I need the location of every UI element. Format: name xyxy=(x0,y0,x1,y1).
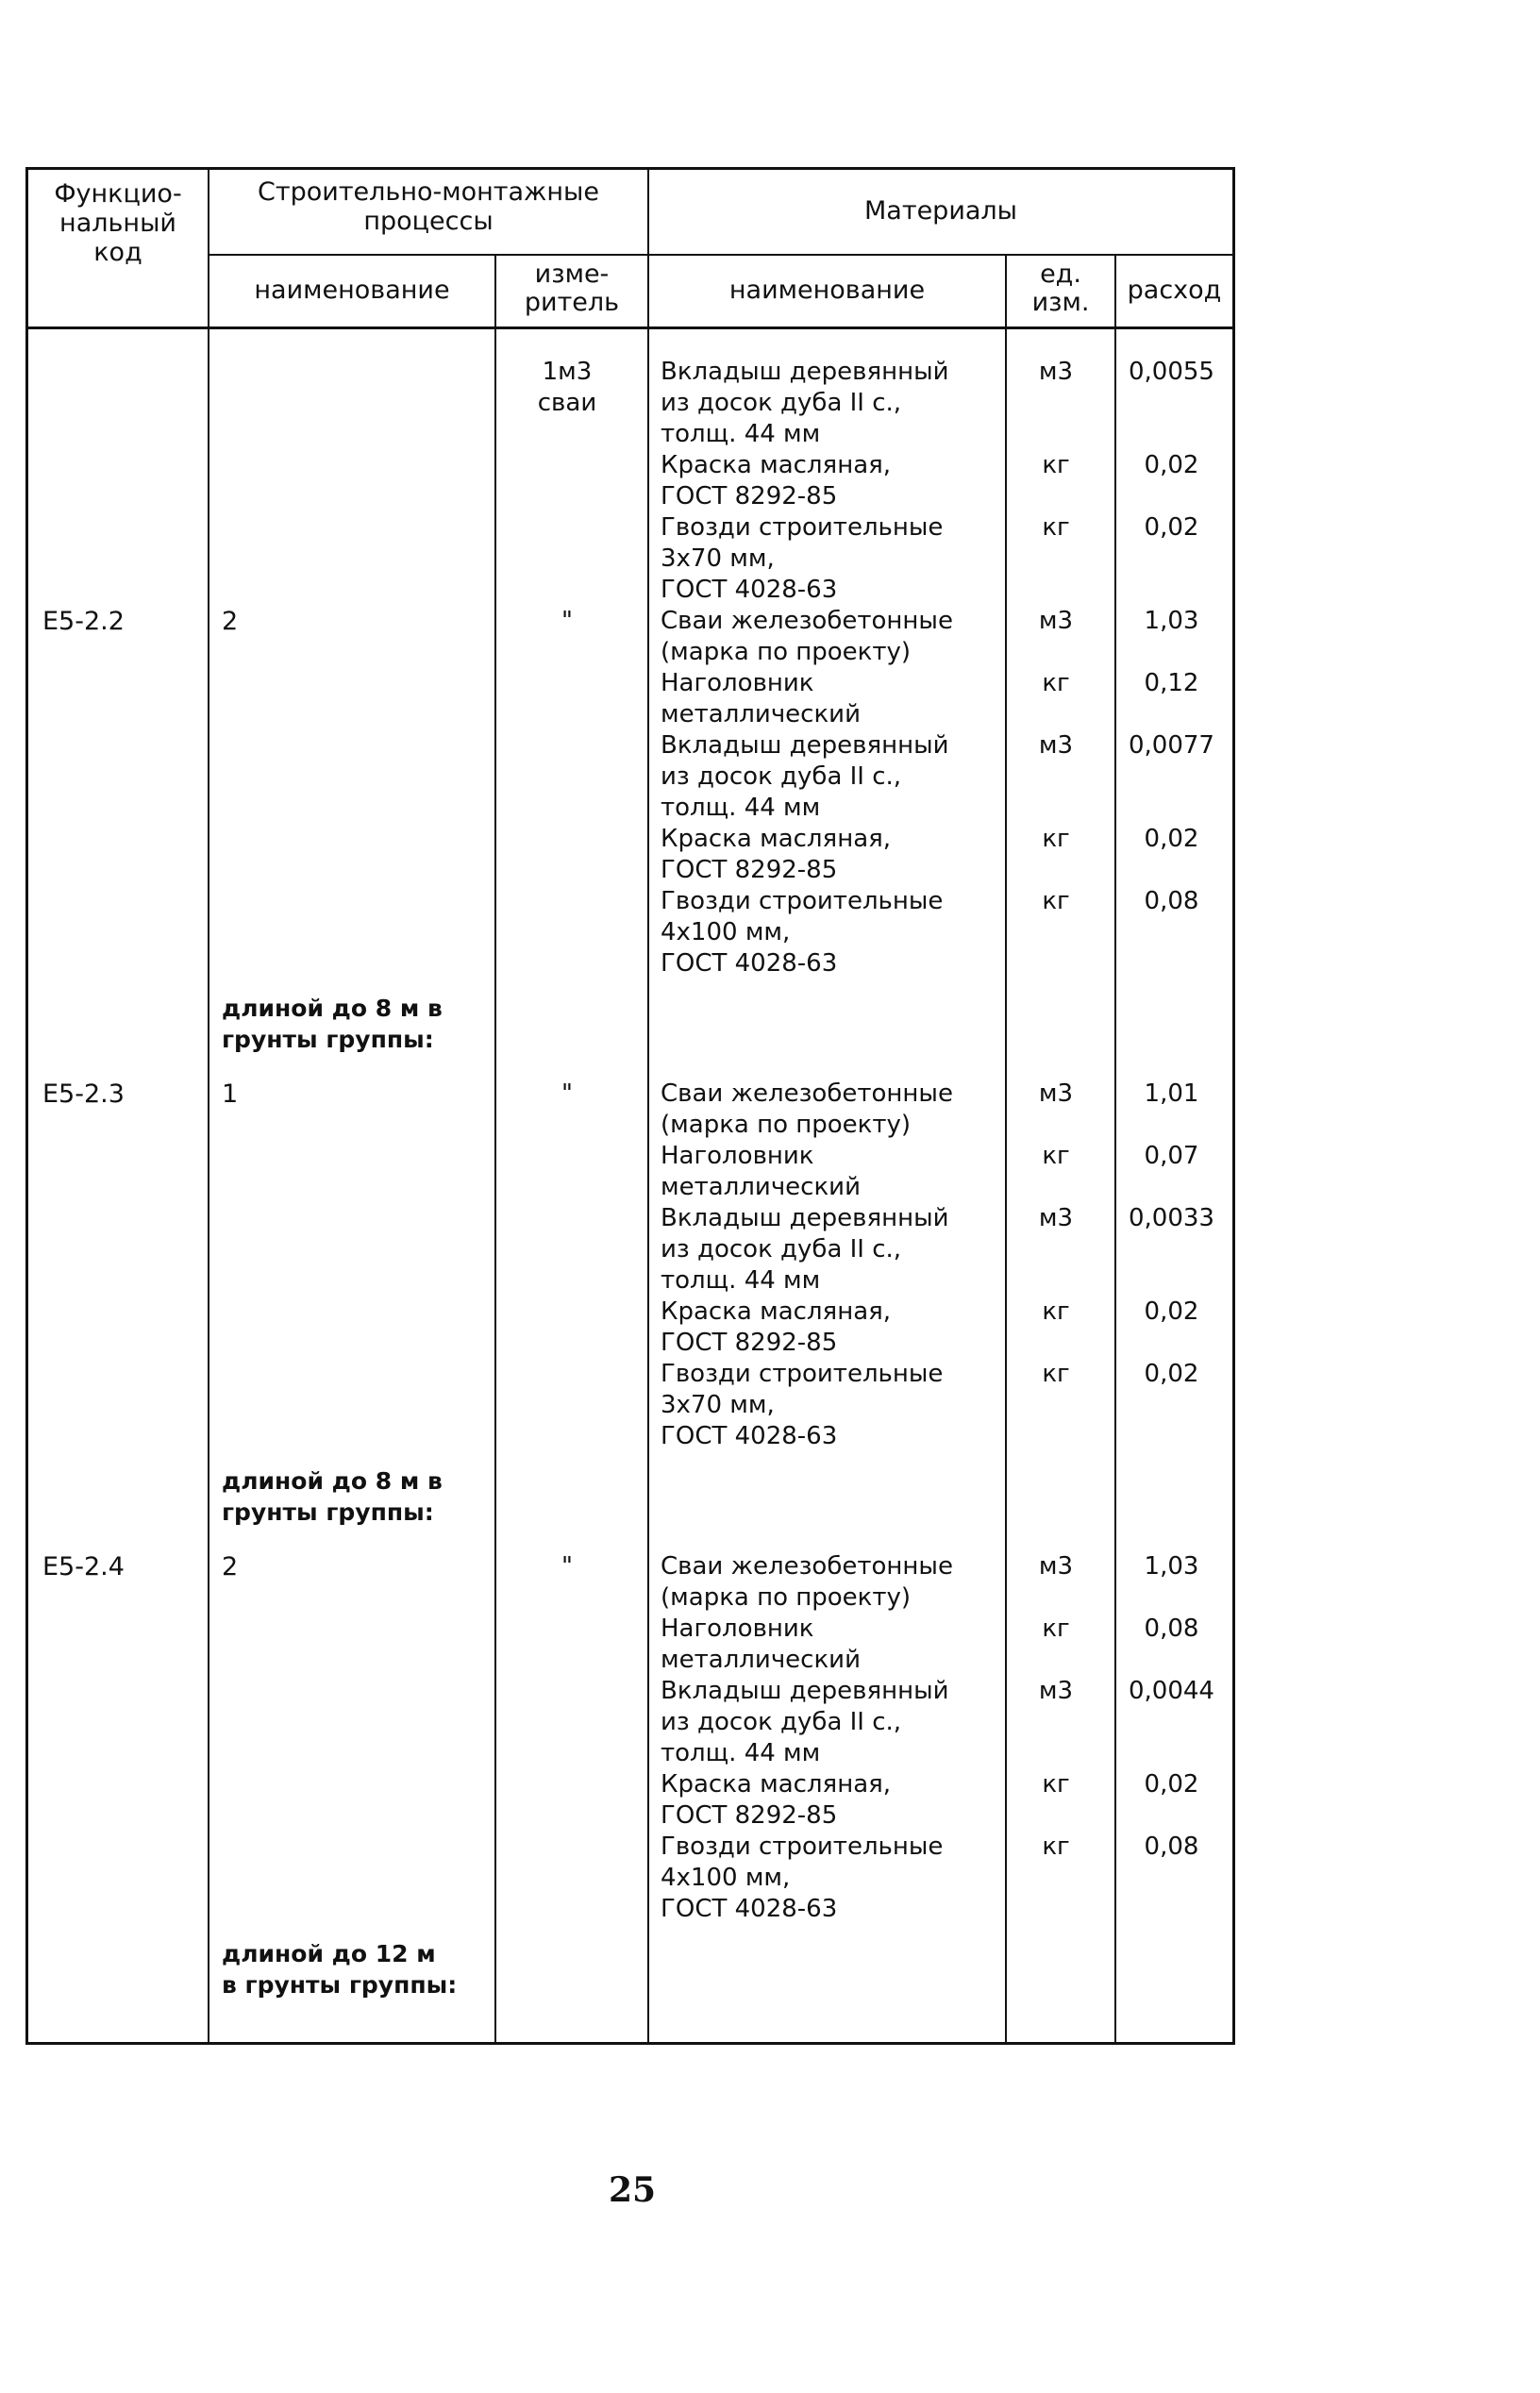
material-name: Сваи железобетонные (марка по проекту) xyxy=(661,1079,953,1139)
material-amount: 0,0033 xyxy=(1129,1204,1214,1232)
header-processes: Строительно-монтажные процессы xyxy=(258,177,599,236)
page-number: 25 xyxy=(608,2170,657,2210)
material-name: Вкладыш деревянный из досок дуба II с., толщ. 44 мм xyxy=(661,731,949,822)
material-unit: кг xyxy=(1042,513,1070,542)
material-amount: 0,02 xyxy=(1144,825,1199,853)
material-amount: 0,08 xyxy=(1144,1615,1199,1643)
header-material-name: наименование xyxy=(728,276,926,305)
material-amount: 0,08 xyxy=(1144,887,1199,915)
material-unit: м3 xyxy=(1038,607,1074,635)
material-amount: 0,02 xyxy=(1144,1297,1199,1326)
material-name: Гвозди строительные 3х70 мм, ГОСТ 4028-63 xyxy=(661,513,944,604)
material-name: Наголовник металлический xyxy=(661,669,861,728)
material-unit: кг xyxy=(1042,669,1070,697)
material-unit: кг xyxy=(1042,451,1070,479)
material-unit: м3 xyxy=(1038,358,1074,386)
material-amount: 1,03 xyxy=(1144,607,1199,635)
material-amount: 0,02 xyxy=(1144,1770,1199,1799)
meter: " xyxy=(561,1079,573,1108)
material-unit: кг xyxy=(1042,1770,1070,1799)
group-subheading: длиной до 8 м в грунты группы: xyxy=(222,995,443,1053)
material-amount: 0,0055 xyxy=(1129,358,1214,386)
material-unit: кг xyxy=(1042,1142,1070,1170)
material-amount: 0,02 xyxy=(1144,1360,1199,1388)
header-materials: Материалы xyxy=(864,196,1017,226)
process-name: 2 xyxy=(222,607,239,636)
material-name: Сваи железобетонные (марка по проекту) xyxy=(661,607,953,666)
material-name: Гвозди строительные 4х100 мм, ГОСТ 4028-63 xyxy=(661,1832,944,1923)
material-name: Гвозди строительные 3х70 мм, ГОСТ 4028-63 xyxy=(661,1360,944,1450)
col-divider xyxy=(208,170,209,2042)
group-subheading: длиной до 12 м в грунты группы: xyxy=(222,1940,458,1999)
header-code: Функцио- нальный код xyxy=(54,179,182,267)
meter: " xyxy=(561,607,573,635)
col-divider xyxy=(647,170,649,2042)
material-unit: кг xyxy=(1042,825,1070,853)
material-unit: м3 xyxy=(1038,1204,1074,1232)
header-bottom xyxy=(28,326,1232,329)
material-amount: 0,07 xyxy=(1144,1142,1199,1170)
group-subheading: длиной до 8 м в грунты группы: xyxy=(222,1467,443,1526)
header-process-name: наименование xyxy=(254,276,450,305)
material-name: Наголовник металлический xyxy=(661,1615,861,1674)
header-unit: ед. изм. xyxy=(1031,259,1090,317)
material-name: Гвозди строительные 4х100 мм, ГОСТ 4028-63 xyxy=(661,887,944,978)
material-unit: кг xyxy=(1042,1615,1070,1643)
material-name: Вкладыш деревянный из досок дуба II с., толщ. 44 мм xyxy=(661,1204,949,1295)
meter: 1м3 сваи xyxy=(537,358,597,417)
material-unit: кг xyxy=(1042,1360,1070,1388)
material-unit: кг xyxy=(1042,1832,1070,1861)
header-divider xyxy=(208,254,1232,256)
material-amount: 0,0044 xyxy=(1129,1677,1214,1705)
material-amount: 0,02 xyxy=(1144,513,1199,542)
row-code: Е5-2.2 xyxy=(42,607,125,636)
material-unit: кг xyxy=(1042,887,1070,915)
material-amount: 1,03 xyxy=(1144,1552,1199,1581)
material-amount: 0,02 xyxy=(1144,451,1199,479)
header-meter: изме- ритель xyxy=(524,259,620,317)
material-amount: 1,01 xyxy=(1144,1079,1199,1108)
material-name: Краска масляная, ГОСТ 8292-85 xyxy=(661,451,892,510)
material-name: Краска масляная, ГОСТ 8292-85 xyxy=(661,825,892,884)
material-name: Вкладыш деревянный из досок дуба II с., толщ. 44 мм xyxy=(661,358,949,448)
col-divider xyxy=(494,255,496,2042)
material-unit: м3 xyxy=(1038,731,1074,760)
material-amount: 0,0077 xyxy=(1129,731,1214,760)
header-consumption: расход xyxy=(1127,276,1222,305)
material-unit: м3 xyxy=(1038,1677,1074,1705)
row-code: Е5-2.3 xyxy=(42,1079,125,1109)
material-unit: м3 xyxy=(1038,1079,1074,1108)
material-amount: 0,12 xyxy=(1144,669,1199,697)
material-unit: кг xyxy=(1042,1297,1070,1326)
material-unit: м3 xyxy=(1038,1552,1074,1581)
material-amount: 0,08 xyxy=(1144,1832,1199,1861)
material-name: Краска масляная, ГОСТ 8292-85 xyxy=(661,1770,892,1830)
meter: " xyxy=(561,1552,573,1581)
material-name: Сваи железобетонные (марка по проекту) xyxy=(661,1552,953,1612)
material-name: Вкладыш деревянный из досок дуба II с., толщ. 44 мм xyxy=(661,1677,949,1767)
process-name: 2 xyxy=(222,1552,239,1581)
material-name: Краска масляная, ГОСТ 8292-85 xyxy=(661,1297,892,1357)
row-code: Е5-2.4 xyxy=(42,1552,125,1581)
process-name: 1 xyxy=(222,1079,239,1109)
material-name: Наголовник металлический xyxy=(661,1142,861,1201)
